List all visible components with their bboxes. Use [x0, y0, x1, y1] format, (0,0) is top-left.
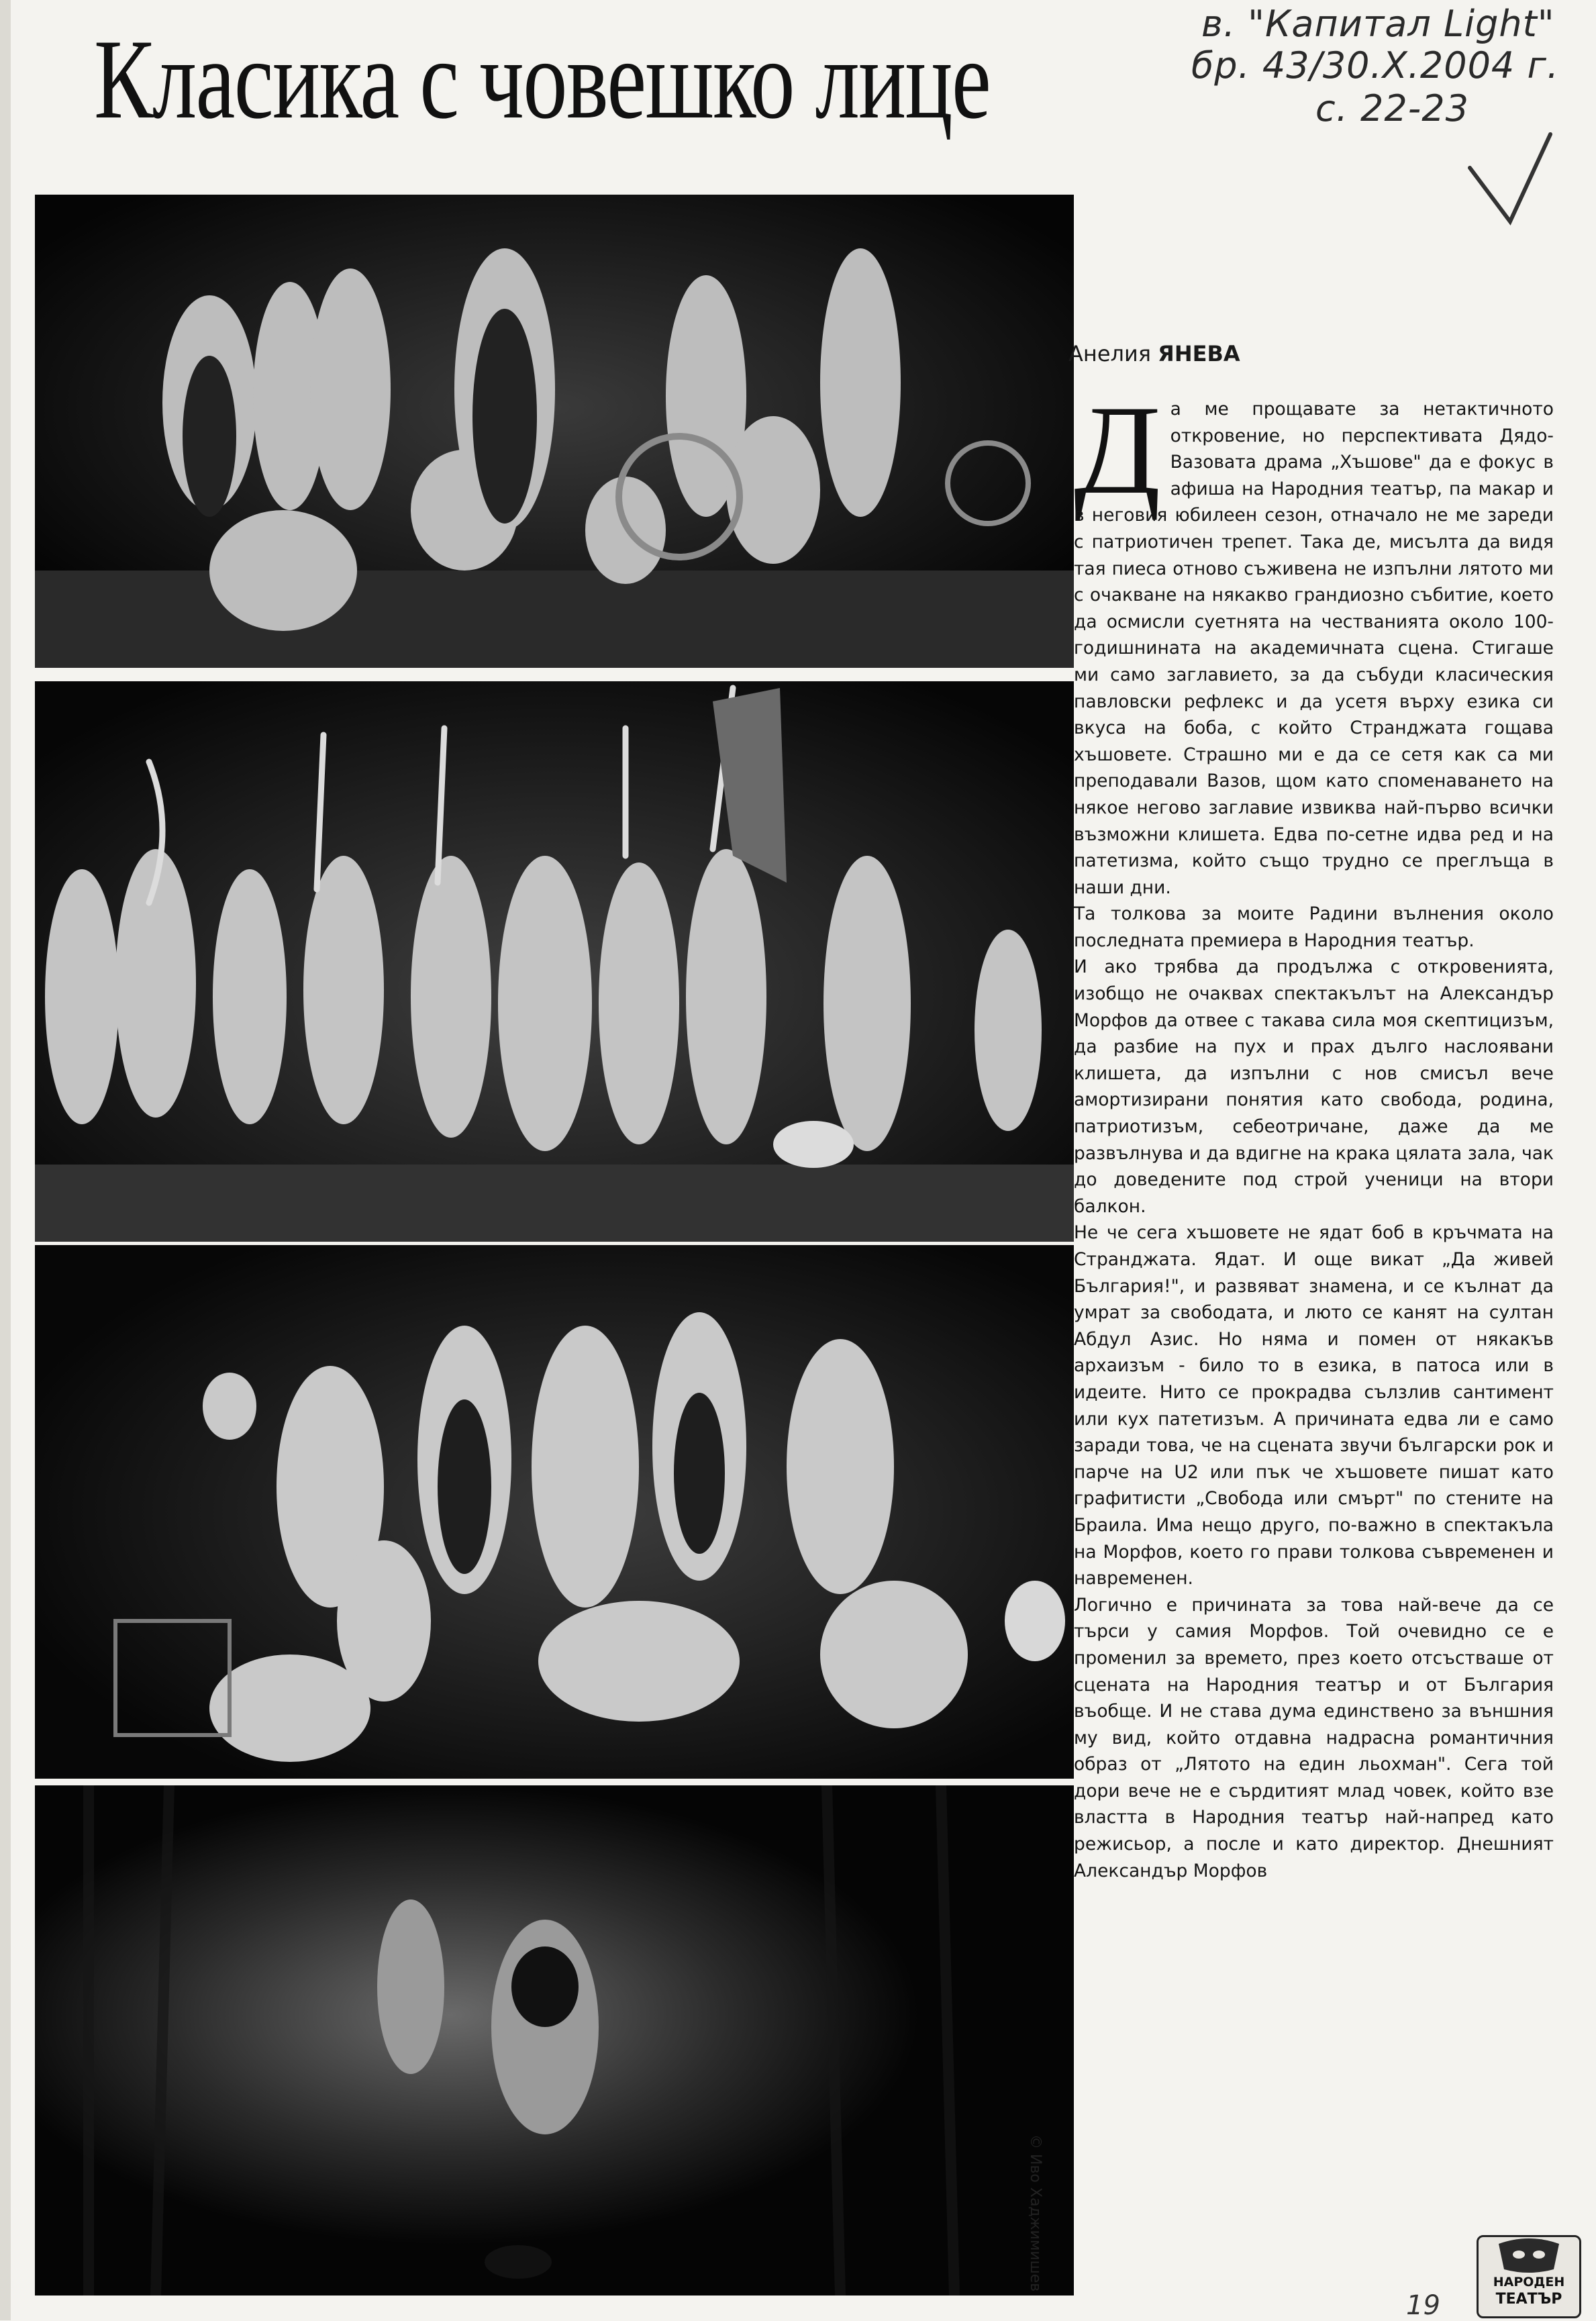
byline-last-name: ЯНЕВА: [1158, 341, 1240, 366]
handwritten-note-line1: в. "Капитал Light": [1201, 3, 1555, 45]
scan-edge: [0, 0, 11, 2320]
photo-1: [35, 195, 1074, 668]
photo-2: [35, 681, 1074, 1242]
national-theatre-logo: [1477, 2235, 1581, 2318]
handwritten-checkmark: [1463, 128, 1557, 228]
logo-line2: ТЕАТЪР: [1495, 2291, 1562, 2308]
byline-first-name: Анелия: [1068, 341, 1151, 366]
drop-cap: Д: [1074, 396, 1161, 521]
photo-4: [35, 1785, 1074, 2295]
theatre-mask-icon: [1479, 2237, 1579, 2275]
article-paragraph-2: Та толкова за моите Радини вълнения около последната премиера в Народния театър.: [1074, 903, 1554, 951]
headline: Класика с човешко лице: [94, 16, 991, 142]
article-body: [1074, 396, 1554, 2295]
handwritten-note-line2: бр. 43/30.X.2004 г.: [1191, 44, 1559, 87]
article-paragraph-4: Не че сега хъшовете не ядат боб в кръчмата на Странджата. Ядат. И още викат „Да живей България!", и развяват знамена, и се кълнат да умрат за свободата, и люто се канят на султан Абдул Азис. Но няма и помен от някакъв архаизъм - било то в езика, в патоса или в идеите. Нито се прокрадва сълзлив сантимент или кух патетизъм. А причината едва ли е само заради това, че на сцената звучи български рок и парче на U2 или пък че хъшовете пишат като графитисти „Свобода или смърт" по стените на Браила. Има нещо друго, по-важно в спектакъла на Морфов, което го прави толкова съвременен и навременен.: [1074, 1222, 1554, 1589]
logo-line1: НАРОДЕН: [1493, 2275, 1565, 2289]
photo-3: [35, 1245, 1074, 1779]
article-paragraph-1: а ме прощавате за нетактичното откровение, но перспективата Дядо-Вазовата драма „Хъшове" да е фокус в афиша на Народния театър, па макар и в неговия юбилеен сезон, отначало не ме зареди с патриотичен трепет. Така де, мисълта да видя тая пиеса отново съживена не изпълни лятото ми с очакване на някакво грандиозно събитие, което да осмисли суетнята на честванията около 100-годишнината на академичната сцена. Стигаше ми само заглавието, за да събуди класическия павловски рефлекс и да усетя върху езика си вкуса на боба, с който Странджата гощава хъшовете. Страшно ми е да се сетя как са ми преподавали Вазов, щом като споменаването на някое негово заглавие извиква най-първо всички възможни клишета. Едва по-сетне идва ред и на патетизма, който също трудно се преглъща в наши дни.: [1074, 399, 1554, 898]
handwritten-note-line3: с. 22-23: [1315, 87, 1469, 130]
byline: [1068, 341, 1240, 366]
article-paragraph-3: И ако трябва да продължа с откровенията, изобщо не очаквах спектакълът на Александър Морфов да отвее с такава сила моя скептицизъм, да разбие на пух и прах дълго наслоявани клишета, да изпълни с нов смисъл вече амортизирани понятия като свобода, родина, патриотизъм, себеотричане, даже да ме развълнува и да вдигне на крака цялата зала, чак до доведените под строй ученици на втори балкон.: [1074, 956, 1554, 1217]
photo-credit: © Иво Хаджимишев: [1027, 2134, 1044, 2292]
article-paragraph-5: Логично е причината за това най-вече да се търси у самия Морфов. Той очевидно се е променил за времето, през което отсъстваше от сцената на Народния театър и от България въобще. И не става дума единствено за външния му вид, който отдавна надрасна романтичния образ от „Лятото на един льохман". Сега той дори вече не е сърдитият млад човек, който взе властта в Народния театър най-напред като режисьор, а после и като директор. Днешният Александър Морфов: [1074, 1594, 1554, 1881]
page-number: 19: [1406, 2290, 1440, 2321]
